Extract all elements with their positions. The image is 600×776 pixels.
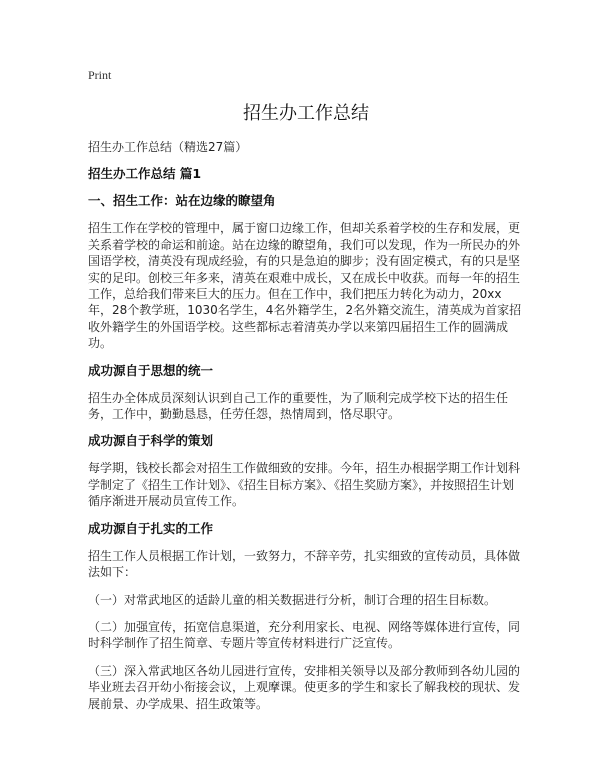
section-heading: 一、招生工作：站在边缘的瞭望角	[88, 193, 276, 209]
paragraph: 招生工作在学校的管理中，属于窗口边缘工作，但却关系着学校的生存和发展，更关系着学校的命运和前途。站在边缘的瞭望角，我们可以发现，作为一所民办的外国语学校，清英没有现成经验，有的只是急迫的脚步；没有固定模式，有的只是坚实的足印。创校三年多来，清英在艰难中成长，又在成长中收获。而每一年的招生工作，总给我们带来巨大的压力。但在工作中，我们把压力转化为动力，20xx年，28个教学班，1030名学生，4名外籍学生，2名外籍交流生，清英成为首家招收外籍学生的外国语学校。这些都标志着清英办学以来第四届招生工作的圆满成功。	[88, 221, 522, 351]
section-heading: 成功源自于科学的策划	[88, 433, 214, 449]
article-heading: 招生办工作总结 篇1	[88, 166, 202, 182]
paragraph: 招生办全体成员深刻认识到自己工作的重要性，为了顺利完成学校下达的招生任务，工作中，勤勤恳恳，任劳任怨，热情周到，恪尽职守。	[88, 390, 509, 422]
list-item: （一）对常武地区的适龄儿童的相关数据进行分析，制订合理的招生目标数。	[88, 592, 497, 607]
print-link[interactable]: Print	[88, 68, 112, 82]
subtitle: 招生办工作总结（精选27篇）	[88, 140, 248, 154]
section-heading: 成功源自于扎实的工作	[88, 520, 214, 536]
list-item: （二）加强宣传，拓宽信息渠道，充分利用家长、电视、网络等媒体进行宣传，同时科学制作了招生简章、专题片等宣传材料进行广泛宣传。	[88, 619, 521, 651]
paragraph: 招生工作人员根据工作计划，一致努力，不辞辛劳，扎实细致的宣传动员，具体做法如下：	[88, 548, 521, 580]
document-page	[88, 68, 524, 723]
paragraph: 每学期，钱校长都会对招生工作做细致的安排。今年，招生办根据学期工作计划科学制定了《招生工作计划》、《招生目标方案》、《招生奖励方案》，并按照招生计划循序渐进开展动员宣传工作。	[88, 461, 521, 509]
list-item: （三）深入常武地区各幼儿园进行宣传，安排相关领导以及部分教师到各幼儿园的毕业班去召开幼小衔接会议，上观摩课。使更多的学生和家长了解我校的现状、发展前景、办学成果、招生政策等。	[88, 663, 521, 711]
page-title: 招生办工作总结	[243, 103, 369, 124]
section-heading: 成功源自于思想的统一	[88, 362, 214, 378]
